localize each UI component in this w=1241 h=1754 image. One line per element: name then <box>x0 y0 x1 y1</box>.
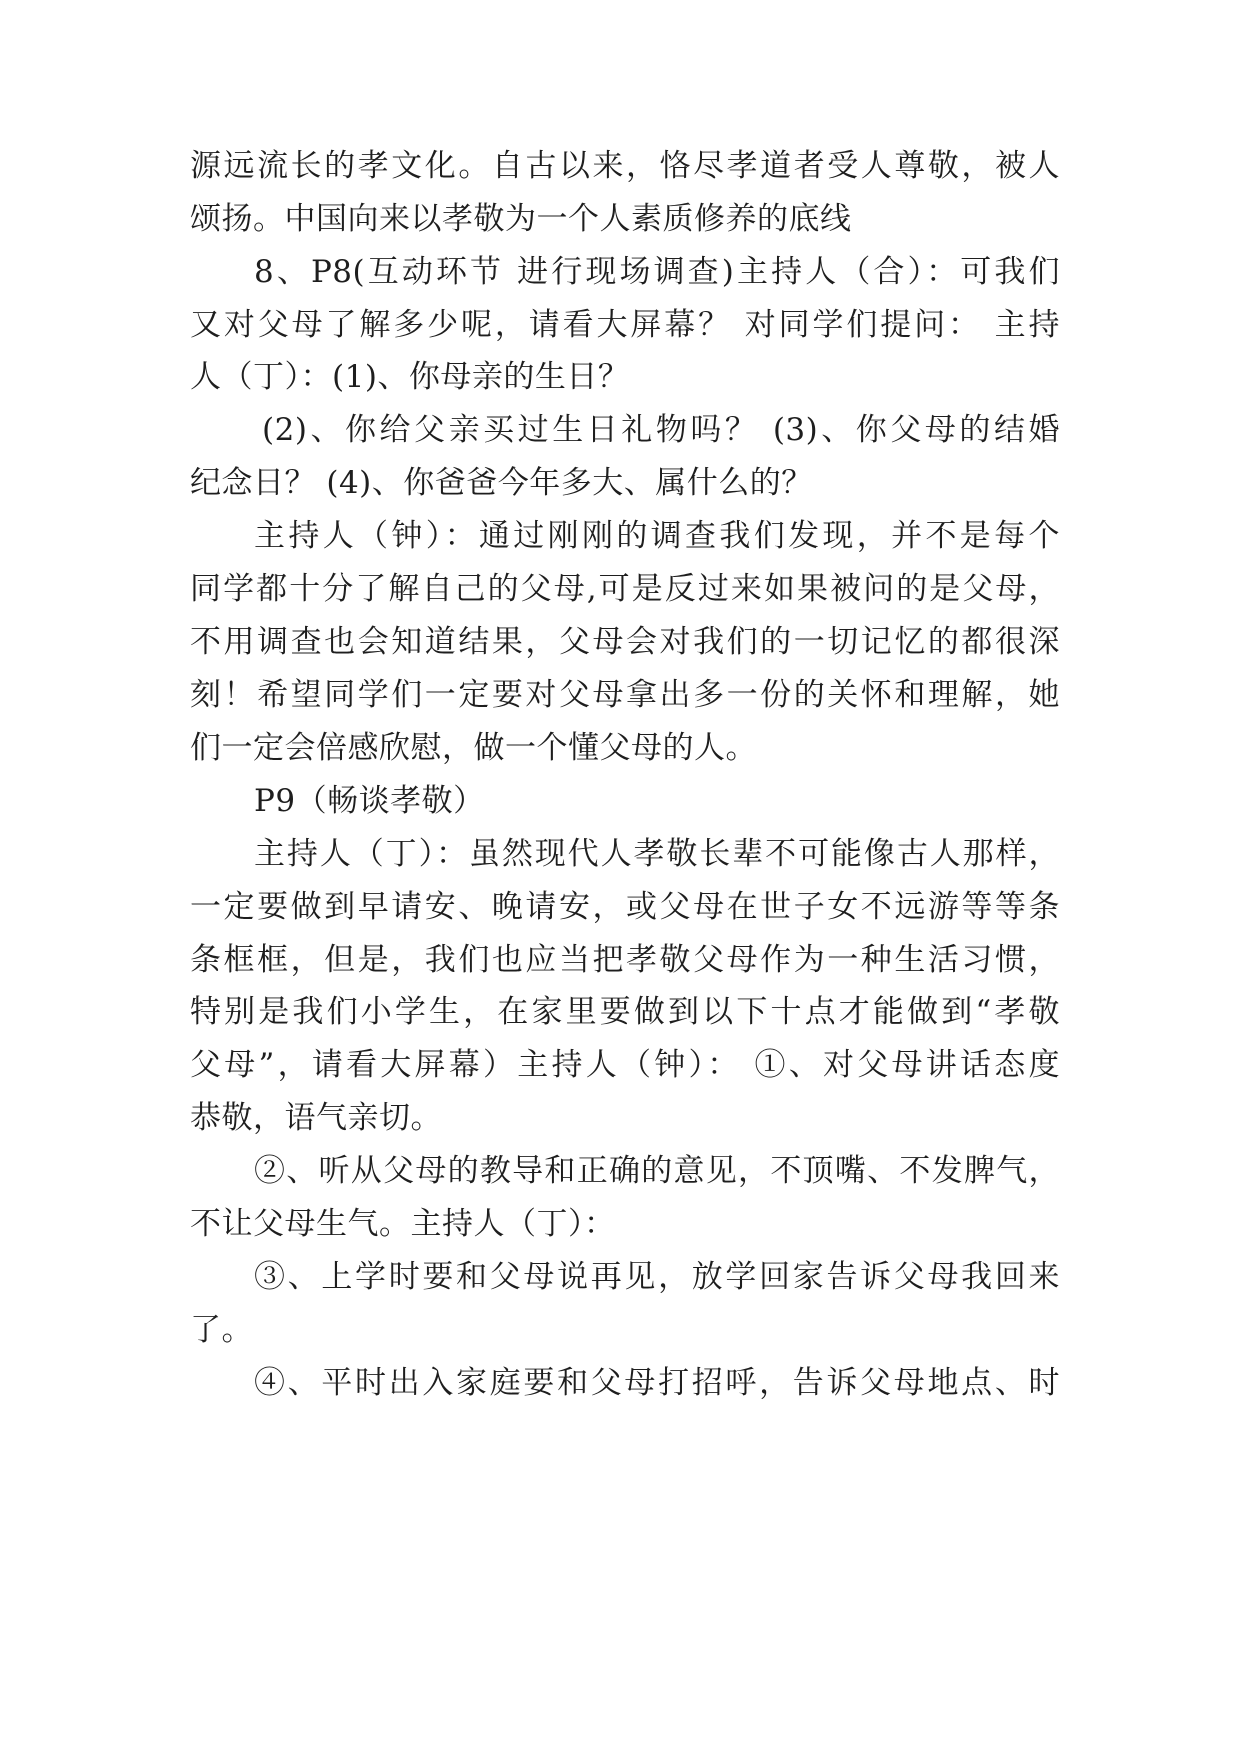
text-line: 了。 <box>190 1312 253 1348</box>
text-line: 人（丁）：(1)、你母亲的生日？ <box>190 359 630 395</box>
text-line: 源远流长的孝文化。自古以来，恪尽孝道者受人尊敬，被人 <box>190 148 1060 184</box>
text-line: 又对父母了解多少呢，请看大屏幕？ 对同学们提问： 主持 <box>190 307 1060 343</box>
text-line: 恭敬，语气亲切。 <box>190 1100 442 1136</box>
text-line: 父母”，请看大屏幕）主持人（钟）： ①、对父母讲话态度 <box>190 1047 1060 1083</box>
text-line: 同学都十分了解自己的父母,可是反过来如果被问的是父母， <box>190 571 1060 607</box>
text-line: 刻！希望同学们一定要对父母拿出多一份的关怀和理解，她 <box>190 677 1060 713</box>
text-line: 纪念日？ (4)、你爸爸今年多大、属什么的？ <box>190 465 813 501</box>
text-line: ②、听从父母的教导和正确的意见，不顶嘴、不发脾气， <box>254 1153 1060 1189</box>
text-line: 颂扬。中国向来以孝敬为一个人素质修养的底线 <box>190 201 852 237</box>
text-line: 一定要做到早请安、晚请安，或父母在世子女不远游等等条 <box>190 889 1060 925</box>
text-line: 不让父母生气。主持人（丁）： <box>190 1206 616 1242</box>
section-heading: P9（畅谈孝敬） <box>254 783 485 819</box>
text-line: ③、上学时要和父母说再见，放学回家告诉父母我回来 <box>254 1259 1060 1295</box>
text-line: 特别是我们小学生，在家里要做到以下十点才能做到“孝敬 <box>190 994 1060 1030</box>
text-line: 8、P8(互动环节 进行现场调查)主持人（合）：可我们 <box>254 254 1060 290</box>
text-line: 条框框，但是，我们也应当把孝敬父母作为一种生活习惯， <box>190 942 1060 978</box>
text-line: (2)、你给父亲买过生日礼物吗？ (3)、你父母的结婚 <box>262 412 1060 448</box>
text-line: 主持人（丁）：虽然现代人孝敬长辈不可能像古人那样， <box>254 836 1060 872</box>
text-line: ④、平时出入家庭要和父母打招呼，告诉父母地点、时 <box>254 1365 1060 1401</box>
text-line: 不用调查也会知道结果，父母会对我们的一切记忆的都很深 <box>190 624 1060 660</box>
text-line: 们一定会倍感欣慰，做一个懂父母的人。 <box>190 730 757 766</box>
text-line: 主持人（钟）：通过刚刚的调查我们发现，并不是每个 <box>254 518 1060 554</box>
